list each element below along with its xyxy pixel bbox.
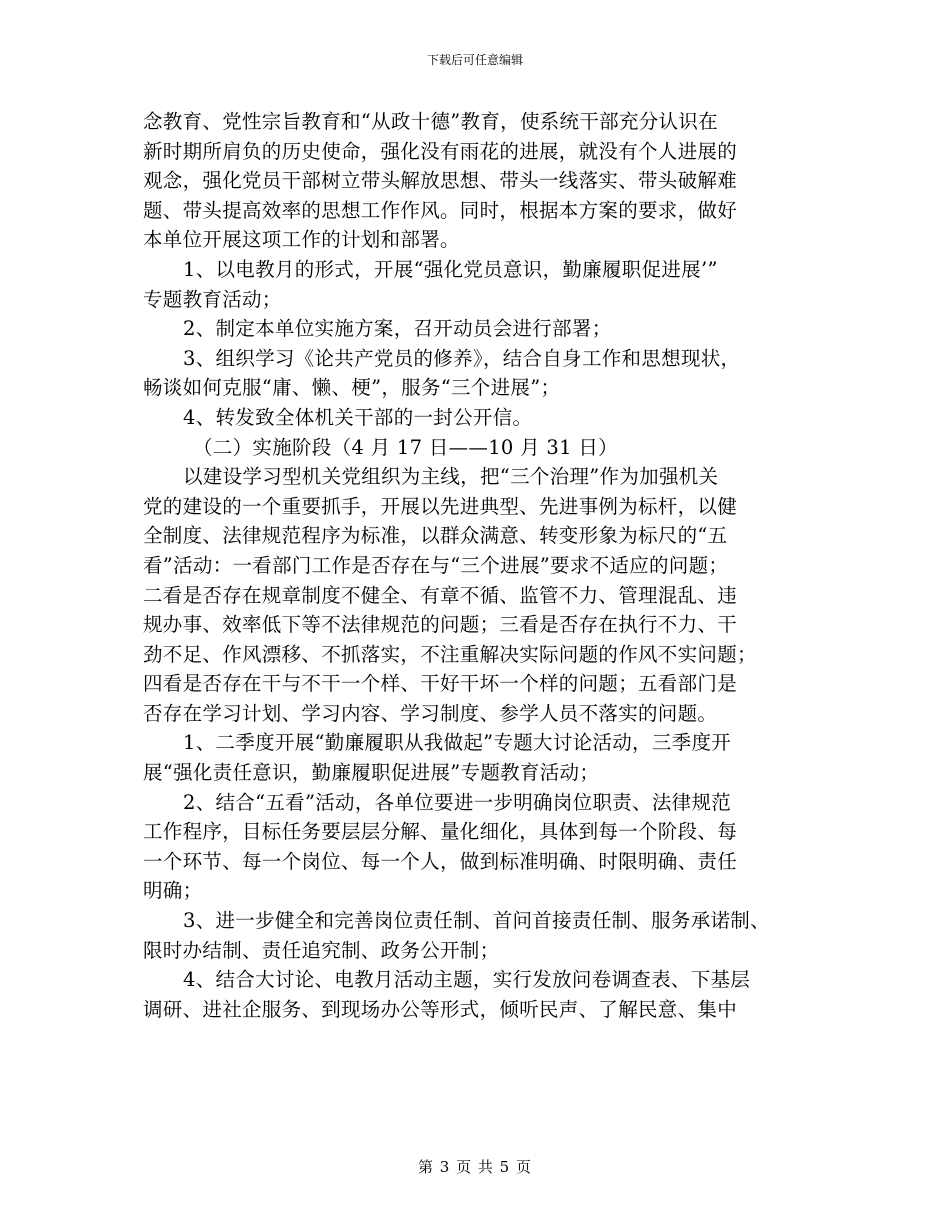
text-line: 党的建设的一个重要抓手，开展以先进典型、先进事例为标杆，以健 [143, 494, 738, 518]
text-line: 一个环节、每一个岗位、每一个人，做到标准明确、时限明确、责任 [143, 849, 738, 873]
text-line: 念教育、党性宗旨教育和“从政十德”教育，使系统干部充分认识在 [143, 110, 718, 133]
text-line: 劲不足、作风漂移、不抓落实，不注重解决实际问题的作风不实问题； [143, 642, 757, 666]
text-line: 规办事、效率低下等不法律规范的问题；三看是否存在执行不力、干 [143, 613, 738, 637]
text-line: 看”活动：一看部门工作是否存在与“三个进展”要求不适应的问题； [143, 553, 729, 577]
text-line: 明确； [143, 879, 203, 903]
text-line: 全制度、法律规范程序为标准，以群众满意、转变形象为标尺的“五 [143, 524, 728, 548]
text-line: 1、二季度开展“勤廉履职从我做起”专题大讨论活动，三季度开 [183, 731, 732, 755]
text-line: 工作程序，目标任务要层层分解、量化细化，具体到每一个阶段、每 [143, 820, 738, 844]
text-line: 2、结合“五看”活动，各单位要进一步明确岗位职责、法律规范 [183, 790, 732, 814]
page-header: 下载后可任意编辑 [426, 53, 523, 67]
section-heading: （二）实施阶段（4 月 17 日——10 月 31 日） [193, 435, 618, 459]
text-line: 二看是否存在规章制度不健全、有章不循、监管不力、管理混乱、违 [143, 583, 738, 607]
text-line: 限时办结制、责任追究制、政务公开制； [143, 938, 500, 962]
text-line: 新时期所肩负的历史使命，强化没有雨花的进展，就没有个人进展的 [143, 139, 738, 163]
page-footer: 第 3 页 共 5 页 [418, 1158, 532, 1176]
text-line: 题、带头提高效率的思想工作作风。同时，根据本方案的要求，做好 [143, 198, 738, 222]
document-body [143, 107, 813, 1024]
text-line: 以建设学习型机关党组织为主线，把“三个治理”作为加强机关 [183, 465, 719, 489]
text-line: 专题教育活动； [143, 287, 282, 311]
text-line: 调研、进社企服务、到现场办公等形式，倾听民声、了解民意、集中 [143, 997, 738, 1021]
text-line: 畅谈如何克服“庸、懒、梗”，服务“三个进展”； [143, 376, 561, 400]
text-line: 3、组织学习《论共产党员的修养》，结合自身工作和思想现状， [183, 346, 741, 370]
text-line: 观念，强化党员干部树立带头解放思想、带头一线落实、带头破解难 [143, 169, 738, 193]
text-line: 2、制定本单位实施方案，召开动员会进行部署； [183, 317, 612, 341]
text-line: 展“强化责任意识，勤廉履职促进展”专题教育活动； [143, 761, 600, 785]
text-line: 3、进一步健全和完善岗位责任制、首问首接责任制、服务承诺制、 [183, 909, 770, 933]
text-line: 1、以电教月的形式，开展“强化党员意识，勤廉履职促进展’” [183, 257, 718, 281]
text-line: 本单位开展这项工作的计划和部署。 [143, 228, 460, 252]
text-line: 4、转发致全体机关干部的一封公开信。 [183, 405, 533, 429]
text-line: 四看是否存在干与不干一个样、干好干坏一个样的问题；五看部门是 [143, 672, 738, 696]
text-line: 否存在学习计划、学习内容、学习制度、参学人员不落实的问题。 [143, 701, 718, 725]
text-line: 4、结合大讨论、电教月活动主题，实行发放问卷调查表、下基层 [183, 968, 751, 992]
